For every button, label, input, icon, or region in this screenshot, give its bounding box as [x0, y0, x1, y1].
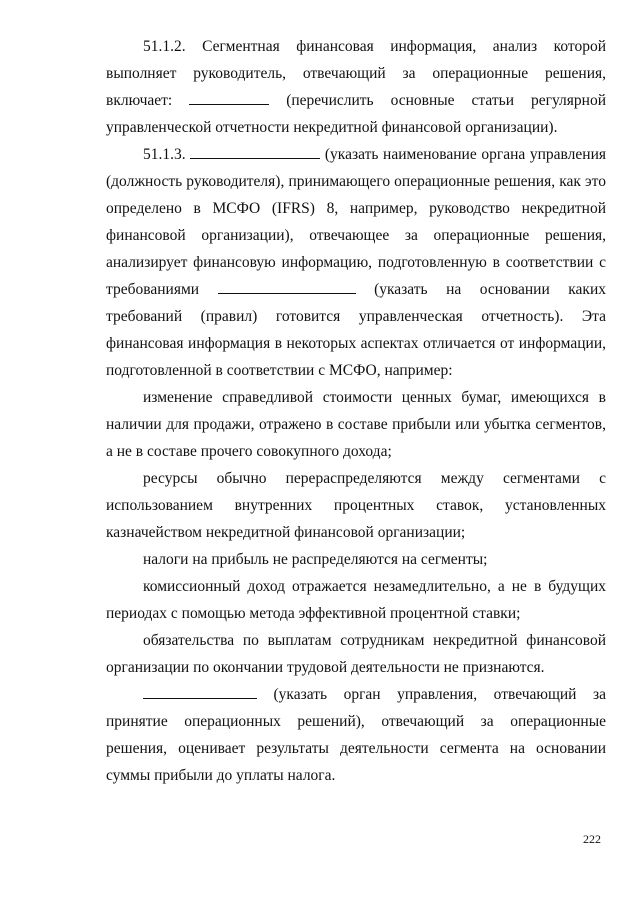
page-number: 222 — [583, 832, 601, 846]
list-item-obligations: обязательства по выплатам сотрудникам некредитной финансовой организации по окончании трудовой деятельности не признаются. — [106, 632, 606, 676]
blank-field — [218, 276, 356, 294]
blank-field — [189, 87, 269, 105]
paragraph-segment-assessment: (указать орган управления, отвечающий за принятие операционных решений), отвечающий за операционные решения, оценивает результаты деятельности сегмента на основании суммы прибыли до уплаты налога. — [106, 681, 606, 789]
document-body — [106, 33, 606, 789]
paragraph-51-1-2: 51.1.2. Сегментная финансовая информация, анализ которой выполняет руководитель, отвечающий за операционные решения, включает: (перечислить основные статьи регулярной управленческой отчетности некредитной финансовой организации). — [106, 38, 606, 136]
list-item-fair-value: изменение справедливой стоимости ценных бумаг, имеющихся в наличии для продажи, отражено в составе прибыли или убытка сегментов, а не в составе прочего совокупного дохода; — [106, 389, 606, 460]
list-item-resources: ресурсы обычно перераспределяются между сегментами с использованием внутренних процентных ставок, установленных казначейством некредитной финансовой организации; — [106, 470, 606, 541]
list-item-commission: комиссионный доход отражается незамедлительно, а не в будущих периодах с помощью метода эффективной процентной ставки; — [106, 578, 606, 622]
paragraph-51-1-3: 51.1.3. (указать наименование органа управления (должность руководителя), принимающего операционные решения, как это определено в МСФО (IFRS) 8, например, руководство некредитной финансовой организации), отвечающее за операционные решения, анализирует финансовую информацию, подготовленную в соответствии с требованиями (указать на основании каких требований (правил) готовится управленческая отчетность). Эта финансовая информация в некоторых аспектах отличается от информации, подготовленной в соответствии с МСФО, например: — [106, 141, 606, 384]
blank-field — [190, 141, 320, 159]
blank-field — [143, 681, 257, 699]
list-item-taxes: налоги на прибыль не распределяются на сегменты; — [143, 551, 488, 568]
